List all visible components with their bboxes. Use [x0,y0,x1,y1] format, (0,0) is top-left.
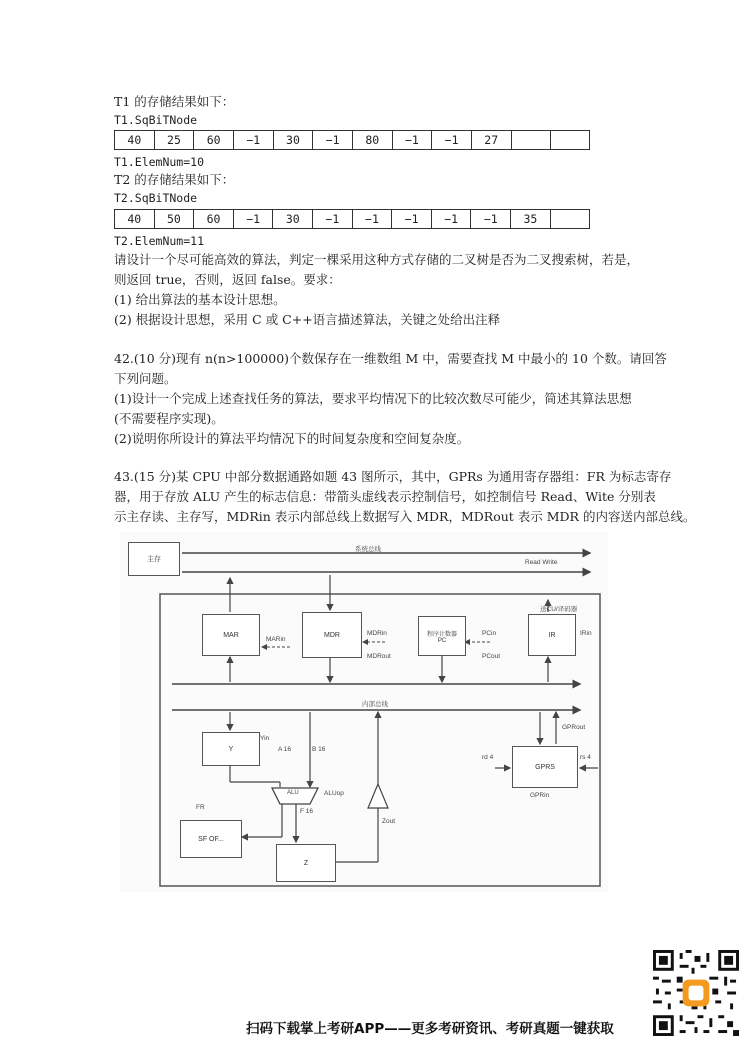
gprout-label: GPRout [562,724,586,731]
t2-cell: −1 [471,210,511,229]
rd4-label: rd 4 [482,754,494,761]
t1-cell: 40 [115,131,155,150]
t2-cell: 40 [115,210,155,229]
t1-cell: −1 [233,131,273,150]
t2-header: T2 的存储结果如下： [114,172,235,187]
t2-cell [550,210,589,229]
t1-cell: 60 [194,131,234,150]
t2-cell: −1 [313,210,353,229]
cu-label: 送CU/译码器 [540,606,578,613]
q43-line1: 43.(15 分)某 CPU 中部分数据通路如题 43 图所示，其中，GPRs 为通用寄存器组：FR 为标志寄存 [114,469,672,484]
q42-line3: (1)设计一个完成上述查找任务的算法，要求平均情况下的比较次数尽可能少，简述其算法思想 [114,391,632,406]
t1-cell [511,131,550,150]
t1-cell: 27 [471,131,511,150]
t1-header: T1 的存储结果如下： [114,94,235,109]
q41-line4: (2) 根据设计思想，采用 C 或 C++语言描述算法，关键之处给出注释 [114,312,501,327]
t2-cell: −1 [431,210,471,229]
q42-line1: 42.(10 分)现有 n(n>100000)个数保存在一维数组 M 中，需要查找 M 中最小的 10 个数。请回答 [114,351,667,366]
q42-line5: (2)说明你所设计的算法平均情况下的时间复杂度和空间复杂度。 [114,431,470,446]
datapath-figure [120,532,608,892]
t2-array [114,209,590,229]
pc-box: 程序计数器 PC [418,616,466,656]
gprin-label: GPRin [530,792,550,799]
t1-cell: 30 [273,131,313,150]
system-bus-label: 系统总线 [355,546,381,553]
q41-line2: 则返回 true，否则，返回 false。要求： [114,272,341,287]
mdrin-label: MDRin [367,630,387,637]
t1-cell: −1 [392,131,432,150]
t2-cell: 60 [194,210,234,229]
irin-label: IRin [580,630,592,637]
mdrout-label: MDRout [367,653,391,660]
alu-label: ALU [287,790,299,796]
q41-line1: 请设计一个尽可能高效的算法，判定一棵采用这种方式存储的二叉树是否为二叉搜索树，若是， [114,252,640,267]
t2-elemnum: T2.ElemNum=11 [114,234,205,248]
t2-cell: 30 [273,210,313,229]
mdr-box: MDR [302,612,362,658]
q43-line2: 器，用于存放 ALU 产生的标志信息：带箭头虚线表示控制信号，如控制信号 Read、Wite 分别表 [114,489,656,504]
t2-cell: 35 [511,210,551,229]
main-memory-box: 主存 [128,542,180,576]
gprs-box: GPRS [512,746,578,788]
t1-cell: −1 [313,131,353,150]
pcin-label: PCin [482,630,497,637]
t1-cell: −1 [432,131,472,150]
t2-cell: 50 [154,210,194,229]
y-box: Y [202,732,260,766]
marin-label: MARin [266,636,286,643]
fr-box: SF OF... [180,820,242,858]
qr-code-icon[interactable] [653,950,739,1036]
q42-line2: 下列问题。 [114,371,177,386]
q41-line3: (1) 给出算法的基本设计思想。 [114,292,286,307]
ir-box: IR [528,614,576,656]
internal-bus-label: 内部总线 [362,701,388,708]
zout-label: Zout [382,818,396,825]
t1-array [114,130,590,150]
q42-line4: (不需要程序实现)。 [114,411,224,426]
f16-label: F 16 [300,808,314,815]
footer-promo-text: 扫码下载掌上考研APP——更多考研资讯、考研真题一键获取 [246,1021,614,1037]
t2-cell: −1 [392,210,432,229]
yin-label: Yin [260,735,270,742]
a16-label: A 16 [278,746,292,753]
t2-struct: T2.SqBiTNode [114,191,198,205]
t1-cell [550,131,589,150]
t1-cell: 80 [352,131,392,150]
q43-line3: 示主存读、主存写，MDRin 表示内部总线上数据写入 MDR，MDRout 表示 MDR 的内容送内部总线。 [114,509,696,524]
rs4-label: rs 4 [580,754,591,761]
fr-label: FR [196,804,205,811]
z-box: Z [276,844,336,882]
t1-elemnum: T1.ElemNum=10 [114,155,205,169]
mar-box: MAR [202,614,260,656]
read-write-label: Read Write [525,559,558,566]
pcout-label: PCout [482,653,501,660]
t1-cell: 25 [154,131,194,150]
t2-cell: −1 [352,210,392,229]
aluop-label: ALUop [324,790,344,797]
t1-struct: T1.SqBiTNode [114,113,198,127]
t2-cell: −1 [233,210,273,229]
b16-label: B 16 [312,746,326,753]
